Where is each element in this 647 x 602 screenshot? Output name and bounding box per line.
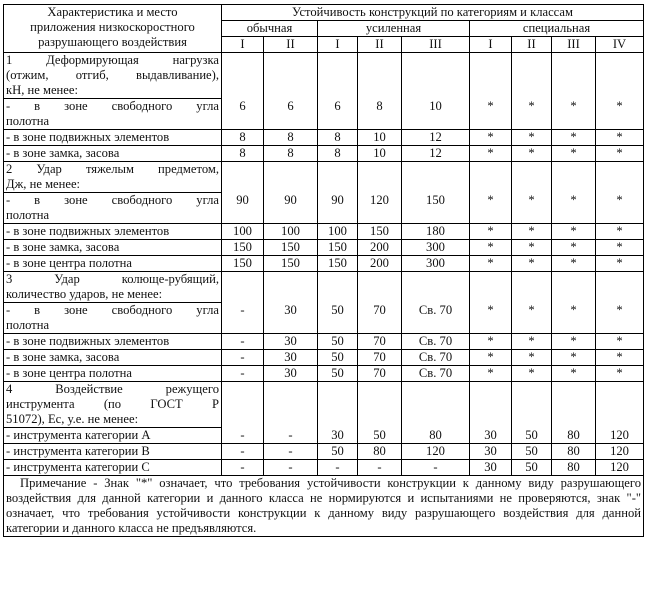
value-cell: * (470, 366, 512, 382)
text-line: - в зоне подвижных элементов (6, 224, 170, 238)
value-cell: * (552, 240, 596, 256)
value-cell: * (512, 366, 552, 382)
value-cell-empty (222, 272, 264, 303)
value-cell: 6 (264, 99, 318, 130)
row-label (4, 256, 222, 272)
text-line: - в зоне центра полотна (6, 366, 132, 380)
value-cell: 10 (358, 130, 402, 146)
value-cell: 120 (402, 444, 470, 460)
text-line: - инструмента категории В (6, 444, 150, 458)
value-cell: 80 (552, 428, 596, 444)
value-cell: * (512, 224, 552, 240)
value-cell-empty (470, 272, 512, 303)
value-cell: * (596, 240, 644, 256)
value-cell: - (318, 460, 358, 476)
value-cell: 150 (222, 256, 264, 272)
value-cell-empty (596, 53, 644, 99)
row-label (4, 240, 222, 256)
value-cell: 50 (318, 350, 358, 366)
group-special: специальная (470, 21, 644, 37)
value-cell: 50 (318, 366, 358, 382)
header-row-1 (4, 5, 644, 21)
value-cell: 12 (402, 146, 470, 162)
value-cell: Св. 70 (402, 334, 470, 350)
value-cell: 80 (358, 444, 402, 460)
value-cell-empty (596, 272, 644, 303)
row-label (4, 224, 222, 240)
value-cell: * (512, 303, 552, 334)
table-row (4, 256, 644, 272)
value-cell-empty (512, 162, 552, 193)
value-cell: 6 (222, 99, 264, 130)
section-title-row (4, 272, 644, 303)
text-line: 4 Воздействие режущего (6, 382, 219, 396)
value-cell: * (552, 303, 596, 334)
value-cell: * (470, 256, 512, 272)
value-cell: 30 (470, 444, 512, 460)
text-line: - в зоне подвижных элементов (6, 334, 170, 348)
value-cell: 8 (264, 146, 318, 162)
class-header: I (222, 37, 264, 53)
value-cell: * (470, 350, 512, 366)
value-cell: * (470, 303, 512, 334)
value-cell: - (222, 350, 264, 366)
text-line: - в зоне замка, засова (6, 350, 120, 364)
value-cell: * (470, 240, 512, 256)
value-cell: 150 (358, 224, 402, 240)
value-cell-empty (318, 53, 358, 99)
value-cell-empty (512, 382, 552, 428)
value-cell: * (470, 99, 512, 130)
value-cell: * (596, 146, 644, 162)
text-line: (отжим, отгиб, выдавливание), (6, 68, 219, 82)
value-cell: 120 (596, 460, 644, 476)
note-row (4, 476, 644, 537)
text-line: Дж, не менее: (6, 177, 81, 191)
table-row (4, 428, 644, 444)
class-header: II (512, 37, 552, 53)
group-reinforced: усиленная (318, 21, 470, 37)
table-row (4, 350, 644, 366)
value-cell: 90 (264, 193, 318, 224)
value-cell: 50 (318, 444, 358, 460)
value-cell-empty (596, 382, 644, 428)
text-line: кН, не менее: (6, 83, 78, 97)
value-cell: 10 (358, 146, 402, 162)
value-cell: 8 (318, 130, 358, 146)
value-cell-empty (222, 53, 264, 99)
value-cell: * (512, 130, 552, 146)
value-cell: Св. 70 (402, 366, 470, 382)
value-cell-empty (552, 162, 596, 193)
value-cell: 70 (358, 366, 402, 382)
value-cell: - (264, 428, 318, 444)
value-cell: 150 (402, 193, 470, 224)
value-cell: 70 (358, 350, 402, 366)
value-cell: 120 (358, 193, 402, 224)
value-cell: - (402, 460, 470, 476)
value-cell: * (552, 99, 596, 130)
value-cell-empty (264, 53, 318, 99)
value-cell-empty (318, 272, 358, 303)
value-cell: * (470, 130, 512, 146)
value-cell: * (512, 256, 552, 272)
value-cell-empty (552, 382, 596, 428)
value-cell: 50 (512, 428, 552, 444)
value-cell-empty (358, 272, 402, 303)
value-cell: 300 (402, 256, 470, 272)
row-label (4, 444, 222, 460)
value-cell: 8 (264, 130, 318, 146)
value-cell: * (512, 334, 552, 350)
class-header: III (552, 37, 596, 53)
value-cell: - (222, 428, 264, 444)
text-line: полотна (6, 114, 50, 128)
row-label (4, 99, 222, 130)
value-cell: 80 (402, 428, 470, 444)
text-line: количество ударов, не менее: (6, 287, 163, 301)
section-title (4, 272, 222, 303)
value-cell: 10 (402, 99, 470, 130)
value-cell: 300 (402, 240, 470, 256)
value-cell: * (552, 146, 596, 162)
value-cell: 50 (318, 334, 358, 350)
value-cell: 200 (358, 240, 402, 256)
value-cell: * (512, 350, 552, 366)
value-cell: * (470, 334, 512, 350)
table-row (4, 444, 644, 460)
value-cell: - (264, 460, 318, 476)
value-cell: 30 (470, 460, 512, 476)
value-cell: * (552, 193, 596, 224)
value-cell: * (596, 193, 644, 224)
class-header: II (264, 37, 318, 53)
value-cell: Св. 70 (402, 303, 470, 334)
value-cell: * (470, 146, 512, 162)
value-cell: * (512, 146, 552, 162)
value-cell: * (596, 130, 644, 146)
value-cell: 150 (264, 256, 318, 272)
value-cell: 200 (358, 256, 402, 272)
value-cell-empty (358, 53, 402, 99)
text-line: полотна (6, 318, 50, 332)
table-note: Примечание - Знак "*" означает, что требования устойчивости конструкции к данному виду разрушающего воздействия для данной категории и данного класса не нормируются и испытаниями не проверяются, знак "-" означает, что требования устойчивости конструкции к данному виду разрушающего воздействия для данной категории и данного класса не предъявляются. (4, 476, 644, 537)
value-cell: * (470, 224, 512, 240)
stability-table (3, 4, 644, 537)
text-line: 1 Деформирующая нагрузка (6, 53, 219, 67)
value-cell: * (596, 350, 644, 366)
value-cell-empty (264, 162, 318, 193)
table-row (4, 224, 644, 240)
value-cell: * (512, 240, 552, 256)
text-line: 3 Удар колюще-рубящий, (6, 272, 219, 286)
row-label (4, 350, 222, 366)
value-cell-empty (552, 272, 596, 303)
value-cell: 8 (358, 99, 402, 130)
value-cell: 50 (358, 428, 402, 444)
value-cell: 6 (318, 99, 358, 130)
value-cell: * (596, 256, 644, 272)
value-cell: 70 (358, 303, 402, 334)
value-cell-empty (552, 53, 596, 99)
text-line: - в зоне свободного угла (6, 99, 219, 113)
value-cell: 50 (512, 460, 552, 476)
value-cell: * (596, 99, 644, 130)
table-row (4, 334, 644, 350)
text-line: - в зоне центра полотна (6, 256, 132, 270)
table-row (4, 366, 644, 382)
value-cell: 50 (512, 444, 552, 460)
section-title (4, 53, 222, 99)
value-cell: * (596, 334, 644, 350)
value-cell-empty (222, 162, 264, 193)
value-cell: 12 (402, 130, 470, 146)
group-ordinary: обычная (222, 21, 318, 37)
text-line: 2 Удар тяжелым предметом, (6, 162, 219, 176)
text-line: 51072), Eс, у.е. не менее: (6, 412, 139, 426)
section-title (4, 162, 222, 193)
value-cell: 80 (552, 444, 596, 460)
value-cell-empty (402, 53, 470, 99)
value-cell: 30 (470, 428, 512, 444)
value-cell: 30 (264, 303, 318, 334)
row-label (4, 303, 222, 334)
value-cell: * (470, 193, 512, 224)
row-label (4, 428, 222, 444)
value-cell: - (222, 303, 264, 334)
value-cell: 120 (596, 428, 644, 444)
value-cell: 30 (264, 350, 318, 366)
value-cell-empty (264, 382, 318, 428)
value-cell: * (596, 303, 644, 334)
text-line: полотна (6, 208, 50, 222)
class-header: III (402, 37, 470, 53)
text-line: - в зоне замка, засова (6, 240, 120, 254)
row-label (4, 366, 222, 382)
value-cell: 180 (402, 224, 470, 240)
value-cell-empty (512, 272, 552, 303)
value-cell-empty (318, 382, 358, 428)
value-cell: * (552, 130, 596, 146)
value-cell: - (222, 366, 264, 382)
text-line: - инструмента категории С (6, 460, 150, 474)
value-cell: 70 (358, 334, 402, 350)
characteristic-header-line: приложения низкоскоростного (30, 20, 195, 34)
row-label (4, 193, 222, 224)
table-row (4, 240, 644, 256)
value-cell-empty (358, 162, 402, 193)
value-cell-empty (402, 382, 470, 428)
table-row (4, 460, 644, 476)
value-cell: - (222, 444, 264, 460)
value-cell: 80 (552, 460, 596, 476)
value-cell: 150 (222, 240, 264, 256)
value-cell: 8 (222, 130, 264, 146)
class-header: II (358, 37, 402, 53)
value-cell-empty (512, 53, 552, 99)
value-cell: * (596, 366, 644, 382)
value-cell-empty (596, 162, 644, 193)
value-cell: 100 (264, 224, 318, 240)
value-cell-empty (470, 162, 512, 193)
characteristic-header-line: разрушающего воздействия (38, 35, 187, 49)
value-cell: 30 (264, 334, 318, 350)
table-row (4, 99, 644, 130)
value-cell: - (358, 460, 402, 476)
value-cell: 120 (596, 444, 644, 460)
value-cell: 150 (318, 256, 358, 272)
value-cell-empty (470, 382, 512, 428)
class-header: I (318, 37, 358, 53)
row-label (4, 130, 222, 146)
value-cell: 30 (264, 366, 318, 382)
value-cell: * (552, 366, 596, 382)
stability-title: Устойчивость конструкций по категориям и классам (222, 5, 644, 21)
text-line: - в зоне подвижных элементов (6, 130, 170, 144)
text-line: - в зоне замка, засова (6, 146, 120, 160)
text-line: - инструмента категории А (6, 428, 151, 442)
value-cell-empty (402, 162, 470, 193)
class-header: I (470, 37, 512, 53)
class-header: IV (596, 37, 644, 53)
value-cell: 100 (222, 224, 264, 240)
value-cell: * (552, 256, 596, 272)
row-label (4, 146, 222, 162)
value-cell-empty (222, 382, 264, 428)
value-cell: 90 (318, 193, 358, 224)
section-title-row (4, 382, 644, 428)
text-line: - в зоне свободного угла (6, 303, 219, 317)
value-cell: 30 (318, 428, 358, 444)
value-cell: * (512, 99, 552, 130)
value-cell-empty (402, 272, 470, 303)
value-cell: 50 (318, 303, 358, 334)
value-cell: 8 (222, 146, 264, 162)
row-label (4, 334, 222, 350)
value-cell: * (596, 224, 644, 240)
value-cell: * (552, 334, 596, 350)
value-cell: 90 (222, 193, 264, 224)
text-line: - в зоне свободного угла (6, 193, 219, 207)
table-row (4, 303, 644, 334)
table-row (4, 130, 644, 146)
table-row (4, 146, 644, 162)
value-cell: 150 (318, 240, 358, 256)
characteristic-header-line: Характеристика и место (47, 5, 178, 19)
value-cell: 150 (264, 240, 318, 256)
value-cell: - (264, 444, 318, 460)
row-label (4, 460, 222, 476)
value-cell: 100 (318, 224, 358, 240)
section-title-row (4, 162, 644, 193)
section-title-row (4, 53, 644, 99)
value-cell-empty (264, 272, 318, 303)
value-cell-empty (318, 162, 358, 193)
value-cell: - (222, 460, 264, 476)
value-cell: Св. 70 (402, 350, 470, 366)
value-cell: * (552, 350, 596, 366)
value-cell: * (512, 193, 552, 224)
value-cell-empty (358, 382, 402, 428)
section-title (4, 382, 222, 428)
value-cell: * (552, 224, 596, 240)
value-cell: - (222, 334, 264, 350)
value-cell: 8 (318, 146, 358, 162)
characteristic-header (4, 5, 222, 53)
value-cell-empty (470, 53, 512, 99)
table-row (4, 193, 644, 224)
text-line: инструмента (по ГОСТ Р (6, 397, 219, 411)
